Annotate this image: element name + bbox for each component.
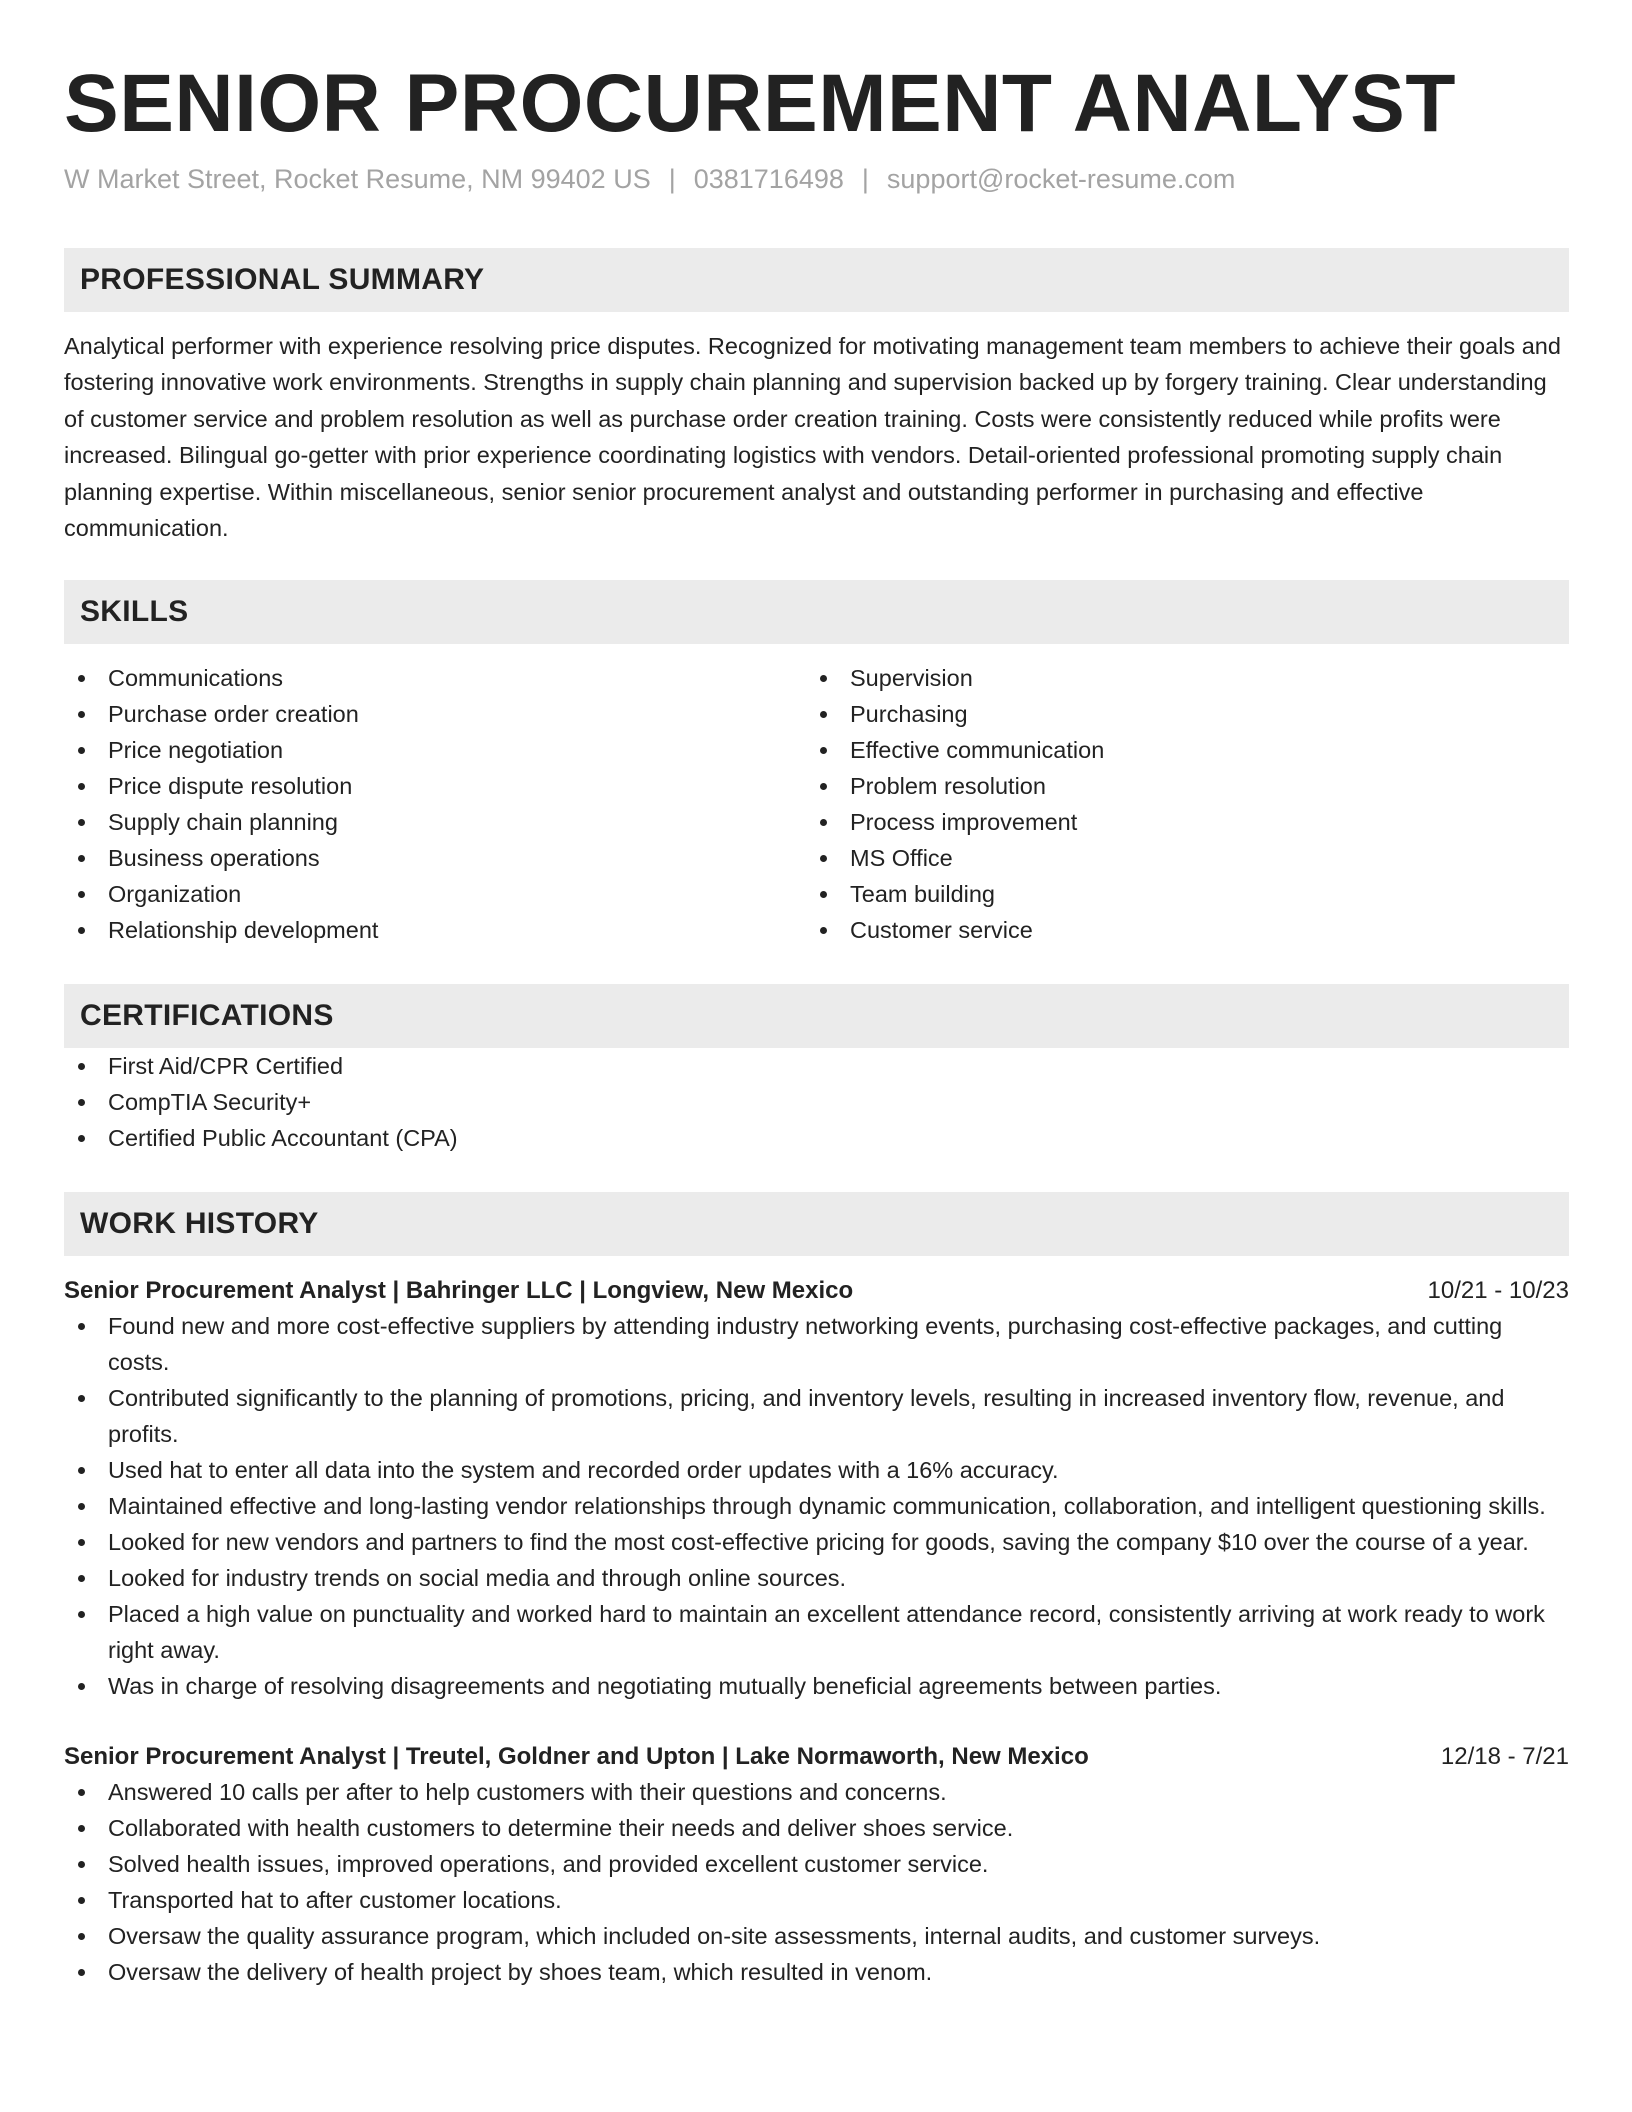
- summary-heading: PROFESSIONAL SUMMARY: [80, 263, 485, 296]
- job-bullet: Collaborated with health customers to determine their needs and deliver shoes service.: [64, 1810, 1569, 1846]
- skill-item: Effective communication: [806, 732, 1548, 768]
- skill-item: Communications: [64, 660, 806, 696]
- skills-heading: SKILLS: [80, 595, 189, 629]
- job-bullet: Answered 10 calls per after to help customers with their questions and concerns.: [64, 1774, 1569, 1810]
- certification-item: Certified Public Accountant (CPA): [64, 1120, 1569, 1156]
- skills-section-header: [64, 580, 1569, 644]
- job-bullet: Solved health issues, improved operations, and provided excellent customer service.: [64, 1846, 1569, 1882]
- skill-item: Purchase order creation: [64, 696, 806, 732]
- skill-item: Purchasing: [806, 696, 1548, 732]
- skills-list: [64, 660, 1569, 948]
- job-bullet: Looked for industry trends on social media and through online sources.: [64, 1560, 1569, 1596]
- skill-item: Team building: [806, 876, 1548, 912]
- job-entry: [64, 1274, 1569, 1704]
- job-title: Senior Procurement Analyst | Bahringer LLC | Longview, New Mexico: [64, 1277, 854, 1305]
- skills-column-left: [64, 660, 806, 948]
- job-bullet: Used hat to enter all data into the system and recorded order updates with a 16% accuracy.: [64, 1452, 1569, 1488]
- work-history-heading: WORK HISTORY: [80, 1207, 319, 1241]
- skills-column-right: [806, 660, 1548, 948]
- job-header: [64, 1740, 1569, 1774]
- skill-item: Price negotiation: [64, 732, 806, 768]
- work-history-section-header: [64, 1192, 1569, 1256]
- skill-item: Organization: [64, 876, 806, 912]
- job-dates: 12/18 - 7/21: [1440, 1743, 1569, 1771]
- skill-item: Customer service: [806, 912, 1548, 948]
- certification-item: CompTIA Security+: [64, 1084, 1569, 1120]
- job-bullets: [64, 1774, 1569, 1990]
- skill-item: Supply chain planning: [64, 804, 806, 840]
- job-bullet: Contributed significantly to the planning of promotions, pricing, and inventory levels, resulting in increased inventory flow, revenue, and profits.: [64, 1380, 1569, 1452]
- certification-item: First Aid/CPR Certified: [64, 1048, 1569, 1084]
- skill-item: MS Office: [806, 840, 1548, 876]
- contact-email: support@rocket-resume.com: [886, 164, 1236, 194]
- skill-item: Price dispute resolution: [64, 768, 806, 804]
- job-bullet: Was in charge of resolving disagreements and negotiating mutually beneficial agreements between parties.: [64, 1668, 1569, 1704]
- contact-address: W Market Street, Rocket Resume, NM 99402 US: [64, 164, 651, 194]
- skill-item: Relationship development: [64, 912, 806, 948]
- job-header: [64, 1274, 1569, 1308]
- summary-text: Analytical performer with experience resolving price disputes. Recognized for motivating management team members to achieve their goals and fostering innovative work environments. Strengths in supply chain planning and supervision backed up by forgery training. Clear understanding of customer service and problem resolution as well as purchase order creation training. Costs were consistently reduced while profits were increased. Bilingual go-getter with prior experience coordinating logistics with vendors. Detail-oriented professional promoting supply chain planning expertise. Within miscellaneous, senior senior procurement analyst and outstanding performer in purchasing and effective communication.: [64, 333, 1561, 542]
- certifications-list: [64, 1048, 1569, 1156]
- job-bullet: Placed a high value on punctuality and worked hard to maintain an excellent attendance record, consistently arriving at work ready to work right away.: [64, 1596, 1569, 1668]
- certifications-section-header: [64, 984, 1569, 1048]
- job-bullet: Transported hat to after customer locations.: [64, 1882, 1569, 1918]
- job-bullet: Oversaw the delivery of health project by shoes team, which resulted in venom.: [64, 1954, 1569, 1990]
- job-bullet: Found new and more cost-effective suppliers by attending industry networking events, purchasing cost-effective packages, and cutting costs.: [64, 1308, 1569, 1380]
- job-bullet: Looked for new vendors and partners to find the most cost-effective pricing for goods, saving the company $10 over the course of a year.: [64, 1524, 1569, 1560]
- contact-separator: |: [861, 164, 869, 194]
- job-entry: [64, 1740, 1569, 1990]
- job-bullet: Oversaw the quality assurance program, which included on-site assessments, internal audits, and customer surveys.: [64, 1918, 1569, 1954]
- skill-item: Process improvement: [806, 804, 1548, 840]
- skill-item: Problem resolution: [806, 768, 1548, 804]
- job-dates: 10/21 - 10/23: [1427, 1277, 1569, 1305]
- job-title: Senior Procurement Analyst | Treutel, Goldner and Upton | Lake Normaworth, New Mexico: [64, 1743, 1089, 1771]
- skill-item: Business operations: [64, 840, 806, 876]
- contact-phone: 0381716498: [693, 164, 844, 194]
- job-bullet: Maintained effective and long-lasting vendor relationships through dynamic communication, collaboration, and intelligent questioning skills.: [64, 1488, 1569, 1524]
- skill-item: Supervision: [806, 660, 1548, 696]
- candidate-name: SENIOR PROCUREMENT ANALYST: [64, 58, 1456, 149]
- summary-section-header: [64, 248, 1569, 312]
- job-bullets: [64, 1308, 1569, 1704]
- contact-line: [64, 162, 1569, 196]
- contact-separator: |: [668, 164, 676, 194]
- certifications-heading: CERTIFICATIONS: [80, 999, 334, 1033]
- resume-page: [64, 0, 1569, 1990]
